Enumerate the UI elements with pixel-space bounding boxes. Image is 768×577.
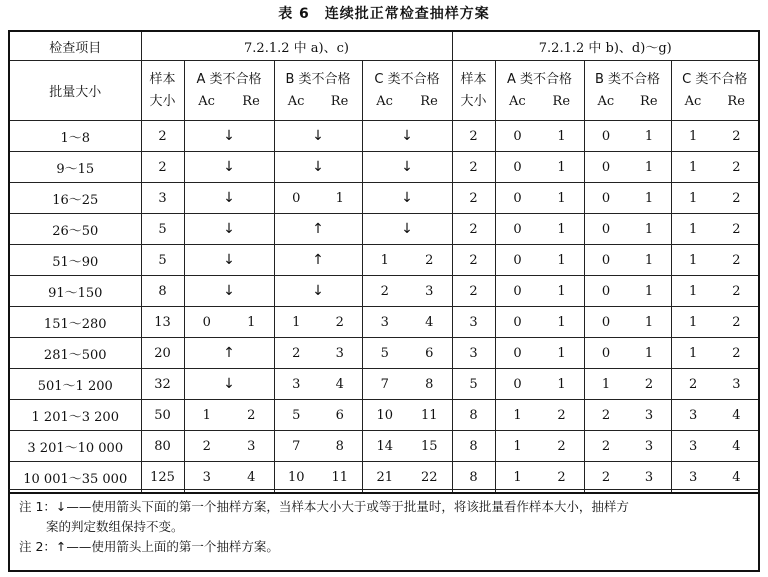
class-b-arrow-up-icon <box>274 214 362 245</box>
class-a-ac-re-cell <box>495 121 584 152</box>
class-c-header-2 <box>671 61 759 121</box>
ac-value: 1 <box>513 407 522 423</box>
class-b-header-2 <box>584 61 671 121</box>
ac-value: 2 <box>601 407 611 423</box>
arrow-down-icon: ↓ <box>312 159 324 175</box>
re-value: 1 <box>644 221 654 237</box>
re-value: 4 <box>247 469 256 485</box>
lot-size-cell: 10 001～35 000 <box>9 462 141 494</box>
re-value: 1 <box>644 128 654 144</box>
table-row <box>9 431 759 462</box>
class-c-ac-re-cell <box>671 121 759 152</box>
ac-value: 2 <box>601 469 611 485</box>
arrow-up-icon: ↑ <box>312 221 324 237</box>
sample-size-cell: 80 <box>141 431 184 462</box>
class-b-ac-re-cell <box>584 152 671 183</box>
table-title: 表 6 连续批正常检查抽样方案 <box>278 6 490 22</box>
ac-value: 0 <box>513 283 522 299</box>
sample-size-cell: 5 <box>141 214 184 245</box>
class-b-ac-re-cell <box>274 369 362 400</box>
class-a-ac-re-cell <box>495 152 584 183</box>
ac-value: 1 <box>688 128 698 144</box>
ac-value: 0 <box>513 128 522 144</box>
ac-value: 0 <box>601 345 611 361</box>
lot-size-cell: 16～25 <box>9 183 141 214</box>
arrow-down-icon: ↓ <box>223 159 235 175</box>
ac-value: 1 <box>688 221 698 237</box>
sample-size-header-1 <box>141 61 184 121</box>
class-a-ac-re-cell <box>495 431 584 462</box>
ac-value: 5 <box>380 345 389 361</box>
re-label: Re <box>330 93 349 109</box>
re-value: 3 <box>247 438 256 454</box>
re-value: 2 <box>732 314 741 330</box>
lot-size-cell: 151～280 <box>9 307 141 338</box>
group-a-header: 7.2.1.2 中 a)、c) <box>141 31 452 61</box>
class-a-label: A 类不合格 <box>196 71 262 87</box>
re-value: 1 <box>557 283 566 299</box>
ac-value: 0 <box>601 283 611 299</box>
arrow-down-icon: ↓ <box>223 283 235 299</box>
class-a-arrow-down-icon <box>184 245 274 276</box>
arrow-down-icon: ↓ <box>401 128 413 144</box>
class-c-ac-re-cell <box>671 400 759 431</box>
ac-value: 3 <box>688 469 698 485</box>
re-value: 1 <box>644 283 654 299</box>
ac-value: 1 <box>688 345 698 361</box>
arrow-down-icon: ↓ <box>401 190 413 206</box>
sample-size-cell: 3 <box>141 183 184 214</box>
class-c-arrow-down-icon <box>362 152 452 183</box>
re-value: 2 <box>732 159 741 175</box>
table-row <box>9 121 759 152</box>
sample-size-cell: 3 <box>452 338 495 369</box>
arrow-down-icon: ↓ <box>223 376 235 392</box>
re-value: 2 <box>732 252 741 268</box>
ac-value: 1 <box>601 376 611 392</box>
class-c-ac-re-cell <box>362 369 452 400</box>
class-c-label: C 类不合格 <box>374 71 440 87</box>
table-row <box>9 276 759 307</box>
class-a-ac-re-cell <box>184 431 274 462</box>
lot-size-cell: 1～8 <box>9 121 141 152</box>
sample-size-header-2 <box>452 61 495 121</box>
sample-size-cell: 8 <box>141 276 184 307</box>
ac-value: 1 <box>688 252 698 268</box>
lot-size-cell: 3 201～10 000 <box>9 431 141 462</box>
ac-value: 2 <box>292 345 301 361</box>
ac-value: 3 <box>688 407 698 423</box>
class-b-arrow-down-icon <box>274 276 362 307</box>
class-a-ac-re-cell <box>495 276 584 307</box>
class-c-arrow-down-icon <box>362 121 452 152</box>
re-value: 4 <box>335 376 344 392</box>
class-b-ac-re-cell <box>584 276 671 307</box>
ac-value: 2 <box>380 283 389 299</box>
re-value: 1 <box>335 190 344 206</box>
sample-size-cell: 2 <box>452 152 495 183</box>
re-value: 2 <box>425 252 434 268</box>
sample-size-cell: 3 <box>452 307 495 338</box>
re-value: 2 <box>557 438 566 454</box>
arrow-down-icon: ↓ <box>312 128 324 144</box>
class-a-ac-re-cell <box>495 307 584 338</box>
re-label: Re <box>242 93 260 109</box>
re-value: 1 <box>557 345 566 361</box>
class-b-ac-re-cell <box>584 338 671 369</box>
class-b-arrow-down-icon <box>274 121 362 152</box>
ac-value: 1 <box>688 283 698 299</box>
sample-size-cell: 13 <box>141 307 184 338</box>
ac-value: 7 <box>380 376 389 392</box>
notes-box <box>8 489 760 572</box>
ac-value: 5 <box>292 407 301 423</box>
class-a-arrow-down-icon <box>184 183 274 214</box>
ac-value: 0 <box>202 314 211 330</box>
re-value: 15 <box>420 438 438 454</box>
arrow-up-icon: ↑ <box>312 252 324 268</box>
class-a-ac-re-cell <box>495 369 584 400</box>
arrow-down-icon: ↓ <box>223 128 235 144</box>
re-value: 1 <box>644 252 654 268</box>
class-c-ac-re-cell <box>362 431 452 462</box>
note-2: 注 2：↑——使用箭头上面的第一个抽样方案。 <box>19 539 279 554</box>
re-value: 2 <box>335 314 344 330</box>
re-value: 1 <box>557 314 566 330</box>
note-1-continuation: 案的判定数组保持不变。 <box>46 519 184 534</box>
class-a-header-2 <box>495 61 584 121</box>
class-a-arrow-down-icon <box>184 369 274 400</box>
class-b-ac-re-cell <box>274 431 362 462</box>
ac-value: 0 <box>513 252 522 268</box>
ac-value: 0 <box>292 190 301 206</box>
table-row <box>9 245 759 276</box>
re-value: 6 <box>335 407 344 423</box>
ac-value: 3 <box>688 438 698 454</box>
re-value: 1 <box>644 345 654 361</box>
table-row <box>9 214 759 245</box>
ac-label: Ac <box>508 93 526 109</box>
re-value: 2 <box>557 407 566 423</box>
class-c-ac-re-cell <box>671 307 759 338</box>
table-row <box>9 152 759 183</box>
sample-size-cell: 2 <box>452 121 495 152</box>
class-c-ac-re-cell <box>671 214 759 245</box>
re-value: 4 <box>732 438 741 454</box>
ac-value: 2 <box>601 438 611 454</box>
class-a-ac-re-cell <box>184 307 274 338</box>
item-label-cell: 检查项目 <box>9 31 141 61</box>
arrow-down-icon: ↓ <box>312 283 324 299</box>
ac-value: 0 <box>601 252 611 268</box>
re-value: 8 <box>335 438 344 454</box>
re-value: 2 <box>732 128 741 144</box>
re-label: Re <box>552 93 571 109</box>
re-value: 4 <box>425 314 434 330</box>
ac-value: 1 <box>688 159 698 175</box>
class-a-arrow-down-icon <box>184 152 274 183</box>
class-c-ac-re-cell <box>362 400 452 431</box>
class-c-ac-re-cell <box>671 369 759 400</box>
lot-size-cell: 281～500 <box>9 338 141 369</box>
re-label: Re <box>727 93 745 109</box>
class-b-ac-re-cell <box>274 338 362 369</box>
re-value: 11 <box>420 407 438 423</box>
ac-value: 0 <box>513 159 522 175</box>
lot-size-cell: 51～90 <box>9 245 141 276</box>
class-c-ac-re-cell <box>671 183 759 214</box>
class-a-header-1 <box>184 61 274 121</box>
class-b-ac-re-cell <box>274 400 362 431</box>
ac-label: Ac <box>198 93 215 109</box>
class-a-ac-re-cell <box>495 183 584 214</box>
arrow-down-icon: ↓ <box>401 159 413 175</box>
sampling-plan-table <box>8 30 760 494</box>
ac-value: 0 <box>513 345 522 361</box>
lot-size-cell: 9～15 <box>9 152 141 183</box>
ac-value: 0 <box>601 159 611 175</box>
sample-size-cell: 20 <box>141 338 184 369</box>
re-value: 2 <box>732 345 741 361</box>
class-b-label: B 类不合格 <box>285 71 351 87</box>
table-row <box>9 400 759 431</box>
re-value: 3 <box>644 469 654 485</box>
ac-value: 0 <box>513 376 522 392</box>
ac-value: 0 <box>601 221 611 237</box>
class-b-ac-re-cell <box>584 400 671 431</box>
re-value: 1 <box>644 314 654 330</box>
arrow-down-icon: ↓ <box>223 221 235 237</box>
re-value: 1 <box>247 314 256 330</box>
ac-value: 3 <box>202 469 211 485</box>
sample-size-cell: 8 <box>452 431 495 462</box>
sample-size-cell: 2 <box>452 183 495 214</box>
sample-line1: 样本 <box>149 71 176 87</box>
arrow-down-icon: ↓ <box>401 221 413 237</box>
sample-size-cell: 2 <box>141 121 184 152</box>
re-value: 4 <box>732 407 741 423</box>
class-b-arrow-up-icon <box>274 245 362 276</box>
re-value: 1 <box>557 376 566 392</box>
class-c-ac-re-cell <box>362 276 452 307</box>
class-b-ac-re-cell <box>584 307 671 338</box>
ac-value: 1 <box>292 314 301 330</box>
ac-label: Ac <box>597 93 615 109</box>
re-value: 3 <box>732 376 741 392</box>
lot-size-cell: 91～150 <box>9 276 141 307</box>
table-row <box>9 338 759 369</box>
table-row <box>9 183 759 214</box>
ac-label: Ac <box>287 93 305 109</box>
sample-line2: 大小 <box>460 93 487 109</box>
arrow-down-icon: ↓ <box>223 252 235 268</box>
re-value: 3 <box>644 438 654 454</box>
sample-size-cell: 2 <box>452 245 495 276</box>
class-c-ac-re-cell <box>362 307 452 338</box>
ac-value: 3 <box>292 376 301 392</box>
class-a-ac-re-cell <box>495 214 584 245</box>
re-value: 1 <box>557 252 566 268</box>
re-value: 4 <box>732 469 741 485</box>
ac-label: Ac <box>684 93 702 109</box>
ac-value: 1 <box>513 438 522 454</box>
sample-size-cell: 5 <box>141 245 184 276</box>
re-value: 1 <box>557 221 566 237</box>
re-value: 3 <box>335 345 344 361</box>
class-a-ac-re-cell <box>495 338 584 369</box>
class-c-ac-re-cell <box>671 152 759 183</box>
class-a-label: A 类不合格 <box>506 71 573 87</box>
class-c-ac-re-cell <box>671 338 759 369</box>
header-row-2 <box>9 61 759 121</box>
ac-value: 10 <box>376 407 394 423</box>
ac-value: 1 <box>380 252 389 268</box>
lot-size-cell: 501～1 200 <box>9 369 141 400</box>
lot-size-cell: 26～50 <box>9 214 141 245</box>
class-b-ac-re-cell <box>274 307 362 338</box>
re-value: 2 <box>732 221 741 237</box>
class-c-arrow-down-icon <box>362 214 452 245</box>
re-value: 1 <box>557 159 566 175</box>
class-a-ac-re-cell <box>184 400 274 431</box>
re-value: 11 <box>331 469 349 485</box>
ac-value: 21 <box>376 469 394 485</box>
sample-size-cell: 125 <box>141 462 184 494</box>
re-value: 1 <box>644 190 654 206</box>
re-label: Re <box>640 93 658 109</box>
re-value: 3 <box>644 407 654 423</box>
re-value: 22 <box>420 469 438 485</box>
class-c-ac-re-cell <box>671 431 759 462</box>
class-c-label: C 类不合格 <box>682 71 748 87</box>
group-b-header: 7.2.1.2 中 b)、d)～g) <box>452 31 759 61</box>
class-b-header-1 <box>274 61 362 121</box>
class-a-arrow-down-icon <box>184 276 274 307</box>
ac-value: 1 <box>688 314 698 330</box>
ac-value: 3 <box>380 314 389 330</box>
class-a-ac-re-cell <box>495 245 584 276</box>
re-value: 1 <box>557 128 566 144</box>
class-c-header-1 <box>362 61 452 121</box>
class-c-ac-re-cell <box>362 245 452 276</box>
ac-value: 7 <box>292 438 301 454</box>
sample-size-cell: 5 <box>452 369 495 400</box>
ac-value: 0 <box>601 190 611 206</box>
sample-size-cell: 2 <box>452 214 495 245</box>
re-value: 2 <box>557 469 566 485</box>
class-b-ac-re-cell <box>584 183 671 214</box>
ac-value: 0 <box>513 314 522 330</box>
ac-value: 2 <box>688 376 698 392</box>
class-c-ac-re-cell <box>671 245 759 276</box>
ac-value: 1 <box>202 407 211 423</box>
class-c-ac-re-cell <box>671 276 759 307</box>
ac-value: 2 <box>202 438 211 454</box>
ac-value: 10 <box>287 469 305 485</box>
table-row <box>9 369 759 400</box>
re-value: 6 <box>425 345 434 361</box>
re-value: 1 <box>557 190 566 206</box>
arrow-down-icon: ↓ <box>223 190 235 206</box>
re-label: Re <box>420 93 438 109</box>
header-row-1 <box>9 31 759 61</box>
class-a-ac-re-cell <box>495 400 584 431</box>
ac-value: 0 <box>601 128 611 144</box>
sample-size-cell: 2 <box>141 152 184 183</box>
class-a-arrow-down-icon <box>184 121 274 152</box>
re-value: 2 <box>732 190 741 206</box>
arrow-up-icon: ↑ <box>223 345 235 361</box>
sample-line2: 大小 <box>149 93 176 109</box>
class-b-ac-re-cell <box>584 369 671 400</box>
re-value: 3 <box>425 283 434 299</box>
re-value: 2 <box>732 283 741 299</box>
class-c-ac-re-cell <box>362 338 452 369</box>
sample-size-cell: 32 <box>141 369 184 400</box>
class-a-arrow-down-icon <box>184 214 274 245</box>
re-value: 8 <box>425 376 434 392</box>
sample-size-cell: 2 <box>452 276 495 307</box>
ac-label: Ac <box>376 93 393 109</box>
class-b-label: B 类不合格 <box>594 71 661 87</box>
sample-line1: 样本 <box>460 71 487 87</box>
note-1: 注 1：↓——使用箭头下面的第一个抽样方案，当样本大小大于或等于批量时，将该批量看作样本大小，抽样方 <box>19 499 629 514</box>
re-value: 1 <box>644 159 654 175</box>
class-b-ac-re-cell <box>584 214 671 245</box>
class-b-arrow-down-icon <box>274 152 362 183</box>
ac-value: 0 <box>513 190 522 206</box>
re-value: 2 <box>247 407 256 423</box>
re-value: 2 <box>644 376 654 392</box>
sample-size-cell: 8 <box>452 400 495 431</box>
table-row <box>9 307 759 338</box>
class-a-arrow-up-icon <box>184 338 274 369</box>
sample-size-cell: 8 <box>452 462 495 494</box>
class-b-ac-re-cell <box>584 121 671 152</box>
lot-size-cell: 1 201～3 200 <box>9 400 141 431</box>
ac-value: 1 <box>688 190 698 206</box>
class-c-arrow-down-icon <box>362 183 452 214</box>
lot-size-label-cell: 批量大小 <box>9 61 141 121</box>
ac-value: 0 <box>513 221 522 237</box>
class-b-ac-re-cell <box>584 431 671 462</box>
class-b-ac-re-cell <box>584 245 671 276</box>
sample-size-cell: 50 <box>141 400 184 431</box>
ac-value: 1 <box>513 469 522 485</box>
ac-value: 14 <box>376 438 394 454</box>
class-b-ac-re-cell <box>274 183 362 214</box>
ac-value: 0 <box>601 314 611 330</box>
